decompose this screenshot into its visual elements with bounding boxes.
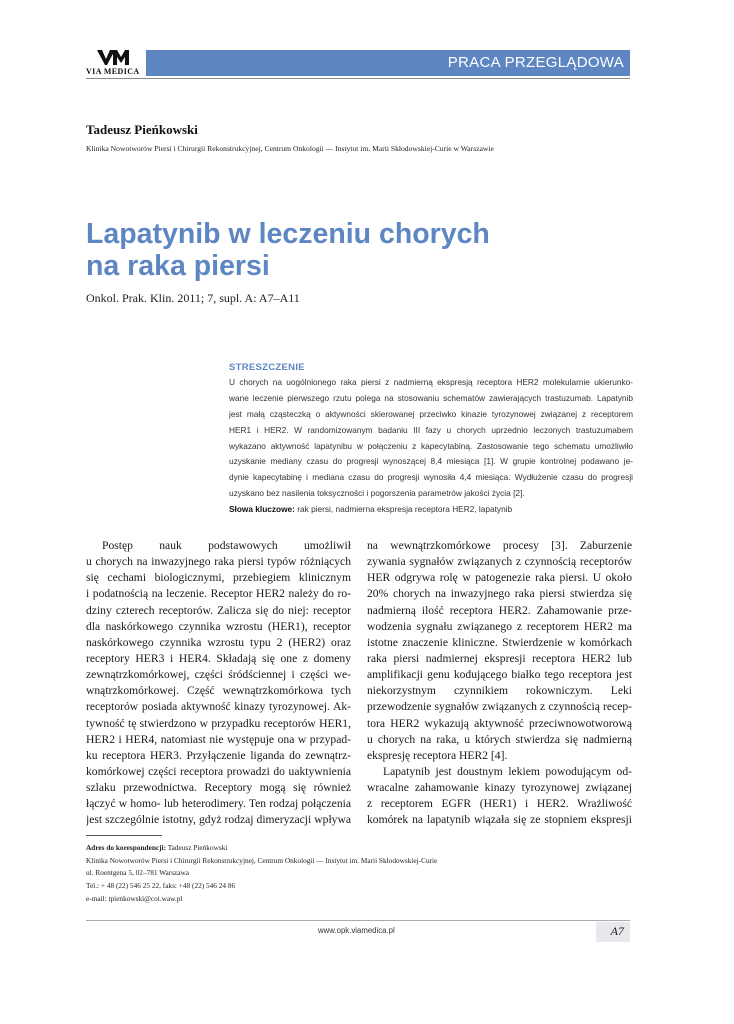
body-line: Lapatynib jest doustnym lekiem powodującym od- xyxy=(383,764,632,778)
abstract-line: wykazano aktywność lapatynibu w połączeniu z kapecytabiną. Zastosowanie tego schematu umożliwiło xyxy=(229,440,633,451)
body-line: raka piersi nadmiernej ekspresji receptora HER2 lub xyxy=(367,651,632,665)
section-banner xyxy=(146,50,630,76)
header-divider xyxy=(86,78,630,79)
abstract-line: uzyskano bez nasilenia toksyczności i pogorszenia parametrów jakości życia [2]. xyxy=(229,488,525,499)
abstract-line: jest małą cząsteczką o aktywności skierowanej przeciwko kinazie tyrozynowej związanej z receptorem xyxy=(229,408,633,419)
footnote-divider xyxy=(86,835,162,836)
correspondence-footnote xyxy=(86,842,437,906)
footnote-name: Tadeusz Pieńkowski xyxy=(166,843,228,852)
body-line: zywania sygnałów związanych z czynnością receptorów xyxy=(367,555,632,569)
body-line: wracalne zahamowanie kinazy tyrozynowej związanej xyxy=(367,781,632,795)
footnote-line xyxy=(86,842,437,855)
body-line: szlaku przewodnictwa. Receptory mogą się również xyxy=(86,781,351,795)
body-line: 20% chorych na inwazyjnego raka piersi stwierdza się xyxy=(367,587,632,601)
abstract-heading: STRESZCZENIE xyxy=(229,362,305,373)
body-line: wnątrzkomórkowej. Część wewnątrzkomórkowa tych xyxy=(86,684,351,698)
abstract-line: HER1 i HER2. W randomizowanym badaniu III fazy u chorych uprzednio leczonych trastuzumabem xyxy=(229,424,633,435)
body-column-right xyxy=(367,538,632,829)
journal-url[interactable]: www.opk.viamedica.pl xyxy=(318,926,395,935)
body-line: przewodzenie sygnałów związanych z czynnością recep- xyxy=(367,700,632,714)
body-column-left xyxy=(86,538,351,829)
body-line: istotne znaczenie kliniczne. Stwierdzenie w komórkach xyxy=(367,635,632,649)
section-label: PRACA PRZEGLĄDOWA xyxy=(447,54,624,71)
keywords-label: Słowa kluczowe: xyxy=(229,504,295,515)
footnote-label: Adres do korespondencji: xyxy=(86,843,167,852)
body-line: się cechami biologicznymi, przebiegiem klinicznym xyxy=(86,571,351,585)
footnote-line: ul. Roentgena 5, 02–781 Warszawa xyxy=(86,868,190,878)
body-line: na wewnątrzkomórkowe procesy [3]. Zaburzenie xyxy=(367,539,632,552)
citation: Onkol. Prak. Klin. 2011; 7, supl. A: A7–A11 xyxy=(86,291,300,305)
body-line: łączyć w homo- lub heterodimery. Ten rodzaj połączenia xyxy=(86,797,351,811)
body-line: Postęp nauk podstawowych umożliwił xyxy=(102,539,351,552)
body-line: niekorzystnym czynnikiem rokowniczym. Leki xyxy=(367,684,632,698)
body-line: zewnątrzkomórkowej, części śródściennej i części we- xyxy=(86,668,351,682)
body-line: dla naskórkowego czynnika wzrostu (HER1), receptor xyxy=(86,619,351,633)
body-line: wodzenia sygnału związanego z receptorem HER2 ma xyxy=(367,619,632,633)
footnote-email[interactable]: e-mail: tpienkowski@coi.waw.pl xyxy=(86,893,183,903)
body-line: tywność tę stwierdzono w przypadku receptorów HER1, xyxy=(86,716,351,730)
abstract-line: wane leczenie pierwszego rzutu polega na stosowaniu schematów zawierających trastuzumab. Lapatynib xyxy=(229,392,633,403)
body-line: komórek na lapatynib wiązała się ze stopniem ekspresji xyxy=(367,813,632,827)
logo-text: VIA MEDICA xyxy=(86,67,140,76)
footnote-line: Klinika Nowotworów Piersi i Chirurgii Rekonstrukcyjnej, Centrum Onkologii — Instytut im. Marii Skłodowskiej-Curie xyxy=(86,855,438,865)
body-line: naskórkowego czynnika wzrostu typu 2 (HER2) oraz xyxy=(86,635,351,649)
body-line: HER2 i HER4, natomiast nie występuje ona w przypad- xyxy=(86,732,351,746)
body-line: komórkowej części receptora prowadzi do uaktywnienia xyxy=(86,764,351,778)
article-title xyxy=(86,218,646,282)
footnote-line: Tel.: + 48 (22) 546 25 22, faks: +48 (22) 546 24 86 xyxy=(86,881,236,891)
footer-divider xyxy=(86,920,630,921)
title-line: Lapatynib w leczeniu chorych xyxy=(86,218,490,250)
abstract xyxy=(229,362,633,518)
body-line: amplifikacji genu kodującego białko tego receptora jest xyxy=(367,668,632,682)
page-number-box xyxy=(596,922,630,942)
publisher-logo xyxy=(86,48,146,78)
abstract-line: U chorych na uogólnionego raka piersi z nadmierną ekspresją receptora HER2 molekularnie ukierunko- xyxy=(229,377,633,387)
title-line: na raka piersi xyxy=(86,250,270,282)
keywords xyxy=(229,502,633,518)
via-medica-logo-icon xyxy=(96,48,130,66)
abstract-line: uzyskanie mediany czasu do progresji wynoszącej 8,4 miesiąca [1]. W grupie kontrolnej podawano je- xyxy=(229,456,633,467)
body-line: dziny czterech receptorów. Zalicza się do niej: receptor xyxy=(86,603,351,617)
abstract-line: dynie kapecytabinę i mediana czasu do progresji wynosiła 4,4 miesiąca. Wydłużenie czasu do progresji xyxy=(229,472,633,483)
body-line: receptorów posiada aktywność kinazy tyrozynowej. Ak- xyxy=(86,700,351,714)
body-line: receptory HER3 i HER4. Składają się one z domeny xyxy=(86,651,351,665)
body-line: HER odgrywa rolę w patogenezie raka piersi. U około xyxy=(367,571,632,585)
page-number: A7 xyxy=(610,924,624,938)
body-line: z receptorem EGFR (HER1) i HER2. Wrażliwość xyxy=(367,797,632,811)
body-line: tora HER2 wykazują aktywność przeciwnowotworową xyxy=(367,716,632,730)
body-line: jest szczególnie istotny, gdyż rodzaj dimeryzacji wpływa xyxy=(86,813,351,827)
keywords-text: rak piersi, nadmierna ekspresja receptora HER2, lapatynib xyxy=(294,504,513,515)
author-name: Tadeusz Pieńkowski xyxy=(86,122,198,137)
body-line: u chorych na inwazyjnego raka piersi typów różniących xyxy=(86,555,351,569)
body-line: ku receptora HER3. Przyłączenie liganda do zewnątrz- xyxy=(86,748,351,762)
body-line: ekspresję receptora HER2 [4]. xyxy=(367,748,508,762)
body-line: i podatnością na leczenie. Receptor HER2 należy do ro- xyxy=(86,587,351,601)
author-affiliation: Klinika Nowotworów Piersi i Chirurgii Rekonstrukcyjnej, Centrum Onkologii — Instytut im. Marii Skłodowskiej-Curie w Warszawie xyxy=(86,144,494,153)
body-line: nadmierną ilość receptora HER2. Zahamowanie prze- xyxy=(367,603,632,617)
body-line: u chorych na raka, u których stwierdza się nadmierną xyxy=(367,732,632,746)
